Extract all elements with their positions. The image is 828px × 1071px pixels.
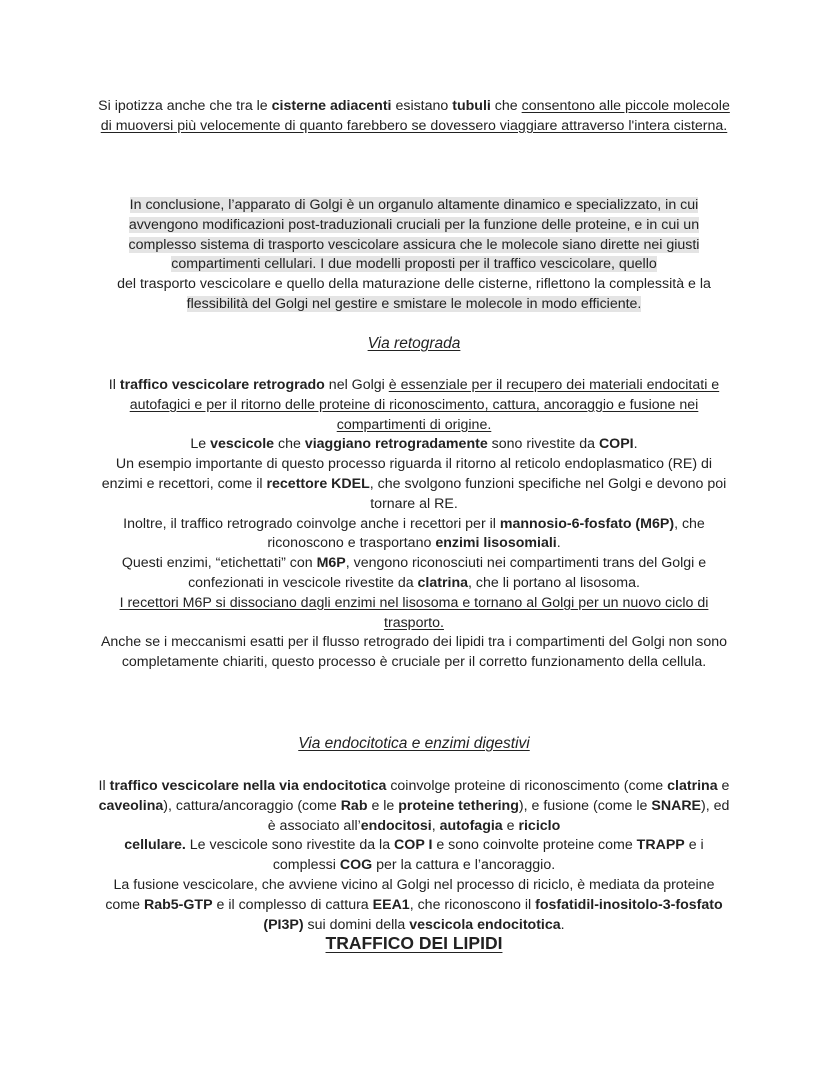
retro-m6p: Inoltre, il traffico retrogrado coinvolge anche i recettori per il mannosio-6-fosfato (M6P), che riconoscono e trasportano enzimi lisosomiali.	[123, 515, 705, 552]
endo-cop: cellulare. Le vescicole sono rivestite da la COP I e sono coinvolte proteine come TRAPP e i complessi COG per la cattura e l’ancoraggio.	[124, 837, 704, 874]
section-endocitotica	[96, 777, 732, 935]
retro-recettori: I recettori M6P si dissociano dagli enzimi nel lisosoma e tornano al Golgi per un nuovo ciclo di trasporto.	[119, 594, 709, 631]
paragraph-tubuli: Si ipotizza anche che tra le cisterne adiacenti esistano tubuli che consentono alle piccole molecole di muoversi più velocemente di quanto farebbero se dovessero viaggiare attraverso l'intera cisterna.	[98, 98, 730, 134]
retro-kdel: Un esempio importante di questo processo riguarda il ritorno al reticolo endoplasmatico (RE) di enzimi e recettori, come il recettore KDEL, che svolgono funzioni specifiche nel Golgi e devono poi tornare al RE.	[101, 456, 727, 512]
paragraph-conclusione: In conclusione, l’apparato di Golgi è un organulo altamente dinamico e specializzato, in cui avvengono modificazioni post-traduzionali cruciali per la funzione delle proteine, e in cui un complesso sistema di trasporto vescicolare assicura che le molecole siano dirette nei giusti compartimenti cellulari. I due modelli proposti per il traffico vescicolare, quello del trasporto vescicolare e quello della maturazione delle cisterne, riflettono la complessità e la flessibilità del Golgi nel gestire e smistare le molecole in modo efficiente.	[117, 197, 711, 312]
section-retrograda	[96, 376, 732, 673]
retro-intro: Il traffico vescicolare retrogrado nel Golgi è essenziale per il recupero dei materiali endocitati e autofagici e per il ritorno delle proteine di riconoscimento, cattura, ancoraggio e fusione nei compartimenti di origine.	[108, 377, 720, 433]
heading-via-retrograda: Via retograda	[367, 335, 461, 352]
endo-fusione: La fusione vescicolare, che avviene vicino al Golgi nel processo di riciclo, è mediata da proteine come Rab5-GTP e il complesso di cattura EEA1, che riconoscono il fosfatidil-inositolo-3-fosfato (PI3P) sui domini della vescicola endocitotica.	[105, 876, 723, 933]
endo-intro: Il traffico vescicolare nella via endocitotica coinvolge proteine di riconoscimento (come clatrina e caveolina), cattura/ancoraggio (come Rab e le proteine tethering), e fusione (come le SNARE), ed è associato all’endocitosi, autofagia e riciclo	[98, 778, 730, 834]
retro-clatrina: Questi enzimi, “etichettati” con M6P, vengono riconosciuti nei compartimenti trans del Golgi e confezionati in vescicole rivestite da clatrina, che li portano al lisosoma.	[121, 555, 707, 591]
retro-lipidi: Anche se i meccanismi esatti per il flusso retrogrado dei lipidi tra i compartimenti del Golgi non sono completamente chiariti, questo processo è cruciale per il corretto funzionamento della cellula.	[100, 634, 728, 671]
heading-via-endocitotica: Via endocitotica e enzimi digestivi	[298, 735, 530, 752]
retro-copi: Le vescicole che viaggiano retrogradamente sono rivestite da COPI.	[190, 436, 638, 453]
heading-traffico-lipidi: TRAFFICO DEI LIPIDI	[325, 933, 503, 953]
